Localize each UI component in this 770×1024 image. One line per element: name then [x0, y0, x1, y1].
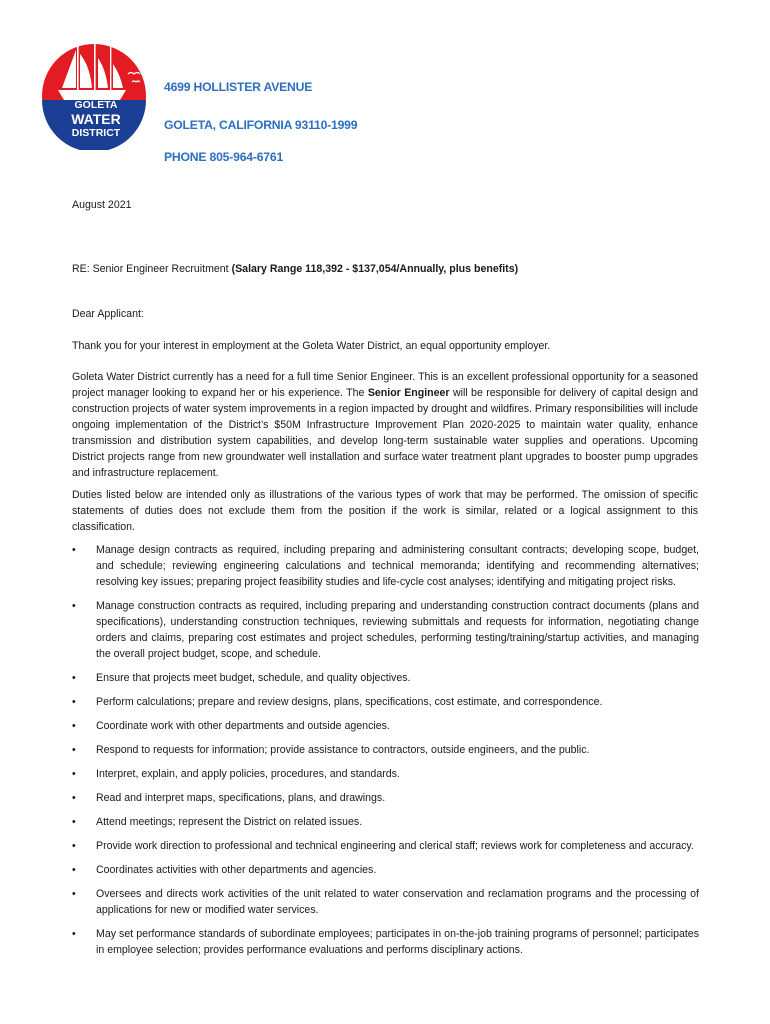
list-item: • Oversees and directs work activities of the unit related to water conservation and reclamation programs and the processing of applications for new or modified water services. [72, 888, 699, 916]
bullet: • [72, 768, 76, 780]
list-item: • Respond to requests for information; provide assistance to contractors, outside engineers, and the public. [72, 744, 590, 756]
bullet: • [72, 888, 76, 900]
list-item: • Coordinate work with other departments and outside agencies. [72, 720, 390, 732]
logo-line-1: GOLETA [74, 99, 118, 111]
list-item: • Perform calculations; prepare and review designs, plans, specifications, cost estimate, and correspondence. [72, 696, 603, 708]
position-paragraph [72, 369, 698, 481]
logo-line-2: WATER [71, 111, 121, 127]
re-salary: (Salary Range 118,392 - $137,054/Annually, plus benefits) [231, 263, 519, 275]
list-item: • Ensure that projects meet budget, schedule, and quality objectives. [72, 672, 411, 684]
letter-date: August 2021 [72, 199, 132, 211]
bullet: • [72, 744, 76, 756]
list-item: • May set performance standards of subordinate employees; participates in on-the-job training programs of personnel; participates in employee selection; provides performance evaluations and performs disciplinary actions. [72, 928, 699, 956]
bullet: • [72, 864, 76, 876]
list-item: • Manage design contracts as required, including preparing and administering consultant contracts; developing scope, budget, and schedule; reviewing engineering calculations and technical memoranda; identifying and recommending alternatives; resolving key issues; preparing project feasibility studies and life-cycle cost analyses; identifying and mitigating project risks. [72, 544, 699, 588]
logo-text [48, 98, 144, 140]
position-text-b: will be responsible for delivery of capital design and construction projects of water system improvements in a region impacted by drought and wildfires. Primary responsibilities will include ongoing implementation of the District’s $50M Infrastructure Improvement Plan 2020-2025 to maintain water quality, enhance transmission and distribution system capabilities, and develop long-term sustainable water supplies and operations. Upcoming District projects range from new groundwater well installation and surface water treatment plant upgrades to booster pump upgrades and infrastructure replacement. [72, 387, 698, 479]
duties-intro-paragraph: Duties listed below are intended only as illustrations of the various types of work that may be performed. The omission of specific statements of duties does not exclude them from the position if the work is similar, related or a logical assignment to this classification. [72, 489, 698, 533]
duties-list [72, 542, 699, 966]
bullet: • [72, 696, 76, 708]
position-title: Senior Engineer [367, 387, 450, 399]
position-text-a: Goleta Water District currently has a need for a full time Senior Engineer. This is an excellent professional opportunity for a seasoned project manager looking to expand her or his experience. The [72, 371, 698, 399]
intro-paragraph: Thank you for your interest in employment at the Goleta Water District, an equal opportunity employer. [72, 340, 551, 352]
list-item: • Provide work direction to professional and technical engineering and clerical staff; reviews work for completeness and accuracy. [72, 840, 694, 852]
bullet: • [72, 816, 76, 828]
list-item: • Interpret, explain, and apply policies, procedures, and standards. [72, 768, 400, 780]
phone-line: PHONE 805-964-6761 [164, 150, 284, 164]
list-item: • Read and interpret maps, specifications, plans, and drawings. [72, 792, 386, 804]
address-line: 4699 HOLLISTER AVENUE [164, 80, 313, 94]
list-item: • Manage construction contracts as required, including preparing and understanding construction contract documents (plans and specifications), understanding construction techniques, reviewing submittals and requests for information, negotiating change orders and claims, preparing cost estimates and project schedules, performing testing/training/startup activities, and managing the overall project budget, scope, and schedule. [72, 600, 699, 660]
re-line [72, 261, 698, 277]
logo-line-3: DISTRICT [71, 127, 121, 139]
bullet: • [72, 792, 76, 804]
re-prefix: RE: Senior Engineer Recruitment [72, 263, 232, 275]
bullet: • [72, 928, 76, 940]
salutation: Dear Applicant: [72, 308, 144, 320]
bullet: • [72, 672, 76, 684]
city-line: GOLETA, CALIFORNIA 93110-1999 [164, 118, 358, 132]
list-item: • Coordinates activities with other departments and agencies. [72, 864, 377, 876]
bullet: • [72, 840, 76, 852]
bullet: • [72, 544, 76, 556]
bullet: • [72, 600, 76, 612]
bullet: • [72, 720, 76, 732]
list-item: • Attend meetings; represent the District on related issues. [72, 816, 363, 828]
